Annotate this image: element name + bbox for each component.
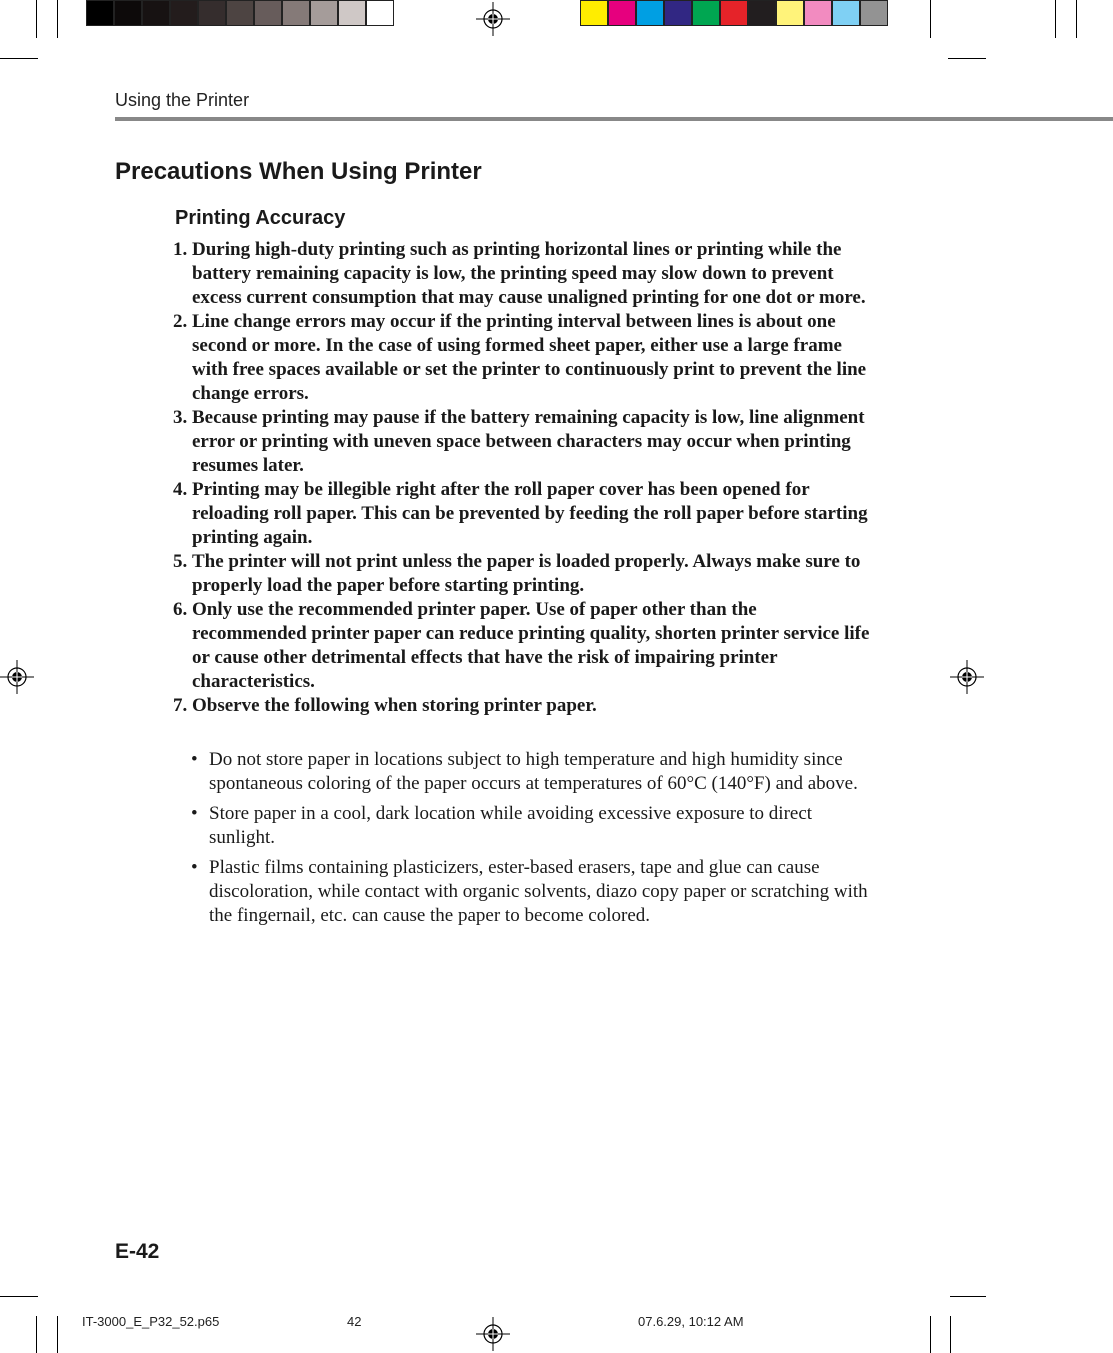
storage-bullets	[191, 748, 873, 934]
list-item	[173, 238, 873, 310]
color-swatch	[776, 0, 804, 26]
color-swatch	[198, 0, 226, 26]
list-item	[173, 406, 873, 478]
color-swatch	[310, 0, 338, 26]
precautions-list	[173, 238, 873, 718]
list-item-text: During high-duty printing such as printing horizontal lines or printing while the battery remaining capacity is low, the printing speed may slow down to prevent excess current consumption that may cause unaligned printing for one dot or more.	[192, 239, 866, 308]
crop-mark	[36, 0, 37, 38]
crop-mark	[57, 1316, 58, 1353]
color-swatch	[114, 0, 142, 26]
color-swatch	[636, 0, 664, 26]
footer-filename: IT-3000_E_P32_52.p65	[82, 1314, 220, 1329]
crop-mark	[36, 1316, 37, 1353]
color-swatch	[338, 0, 366, 26]
color-swatch	[608, 0, 636, 26]
crop-mark	[1076, 0, 1077, 38]
bullet-dot-icon: •	[191, 803, 198, 824]
color-swatch	[804, 0, 832, 26]
crop-mark	[0, 1296, 38, 1297]
list-item-text: Line change errors may occur if the printing interval between lines is about one second or more. In the case of using formed sheet paper, either use a large frame with free spaces available or set the printer to continuously print to prevent the line change errors.	[192, 311, 867, 404]
crop-mark	[0, 58, 38, 59]
color-swatch	[664, 0, 692, 26]
crop-mark	[930, 0, 931, 38]
color-swatch	[748, 0, 776, 26]
header-divider	[115, 117, 1113, 121]
color-swatch	[254, 0, 282, 26]
footer-timestamp: 07.6.29, 10:12 AM	[638, 1314, 744, 1329]
bullet-text: Plastic films containing plasticizers, ester-based erasers, tape and glue can cause discoloration, while contact with organic solvents, diazo copy paper or scratching with the fingernail, etc. can cause the paper to become colored.	[209, 857, 868, 926]
crop-mark	[930, 1316, 931, 1353]
bullet-dot-icon: •	[191, 857, 198, 878]
list-item-number: 4.	[173, 479, 188, 500]
section-header: Using the Printer	[115, 90, 250, 110]
bullet-item	[191, 856, 873, 928]
list-item-number: 1.	[173, 239, 188, 260]
section-subtitle: Printing Accuracy	[175, 207, 346, 229]
list-item-text: Only use the recommended printer paper. Use of paper other than the recommended printer paper can reduce printing quality, shorten printer service life or cause other detrimental effects that have the risk of impairing printer characteristics.	[192, 599, 870, 692]
list-item-text: Because printing may pause if the battery remaining capacity is low, line alignment error or printing with uneven space between characters may occur when printing resumes later.	[192, 407, 865, 476]
color-swatch	[86, 0, 114, 26]
list-item	[173, 310, 873, 406]
list-item	[173, 478, 873, 550]
crop-mark	[1055, 0, 1056, 38]
color-swatch	[832, 0, 860, 26]
color-swatch-bar	[580, 0, 888, 28]
bullet-text: Do not store paper in locations subject to high temperature and high humidity since spontaneous coloring of the paper occurs at temperatures of 60°C (140°F) and above.	[209, 749, 858, 794]
list-item-number: 3.	[173, 407, 188, 428]
crop-mark	[948, 58, 986, 59]
color-swatch	[720, 0, 748, 26]
list-item-text: Observe the following when storing printer paper.	[192, 695, 597, 716]
color-swatch	[282, 0, 310, 26]
bullet-item	[191, 748, 873, 796]
color-swatch	[226, 0, 254, 26]
crop-mark	[950, 1316, 951, 1353]
footer-page: 42	[347, 1314, 362, 1329]
list-item-number: 7.	[173, 695, 188, 716]
gray-swatch-bar	[86, 0, 394, 28]
registration-mark-icon	[0, 660, 34, 694]
list-item	[173, 694, 873, 718]
registration-mark-icon	[950, 660, 984, 694]
color-swatch	[860, 0, 888, 26]
color-swatch	[170, 0, 198, 26]
list-item-number: 5.	[173, 551, 188, 572]
list-item-text: Printing may be illegible right after the roll paper cover has been opened for reloading roll paper. This can be prevented by feeding the roll paper before starting printing again.	[192, 479, 868, 548]
bullet-item	[191, 802, 873, 850]
list-item	[173, 598, 873, 694]
bullet-dot-icon: •	[191, 749, 198, 770]
registration-mark-icon	[476, 1317, 510, 1351]
color-swatch	[692, 0, 720, 26]
color-swatch	[580, 0, 608, 26]
crop-mark	[950, 1296, 986, 1297]
list-item-number: 2.	[173, 311, 188, 332]
page-title: Precautions When Using Printer	[115, 158, 482, 185]
crop-mark	[57, 0, 58, 38]
registration-mark-icon	[476, 2, 510, 36]
list-item	[173, 550, 873, 598]
list-item-text: The printer will not print unless the paper is loaded properly. Always make sure to properly load the paper before starting printing.	[192, 551, 861, 596]
bullet-text: Store paper in a cool, dark location while avoiding excessive exposure to direct sunlight.	[209, 803, 813, 848]
color-swatch	[366, 0, 394, 26]
list-item-number: 6.	[173, 599, 188, 620]
page-number: E-42	[115, 1240, 160, 1263]
color-swatch	[142, 0, 170, 26]
